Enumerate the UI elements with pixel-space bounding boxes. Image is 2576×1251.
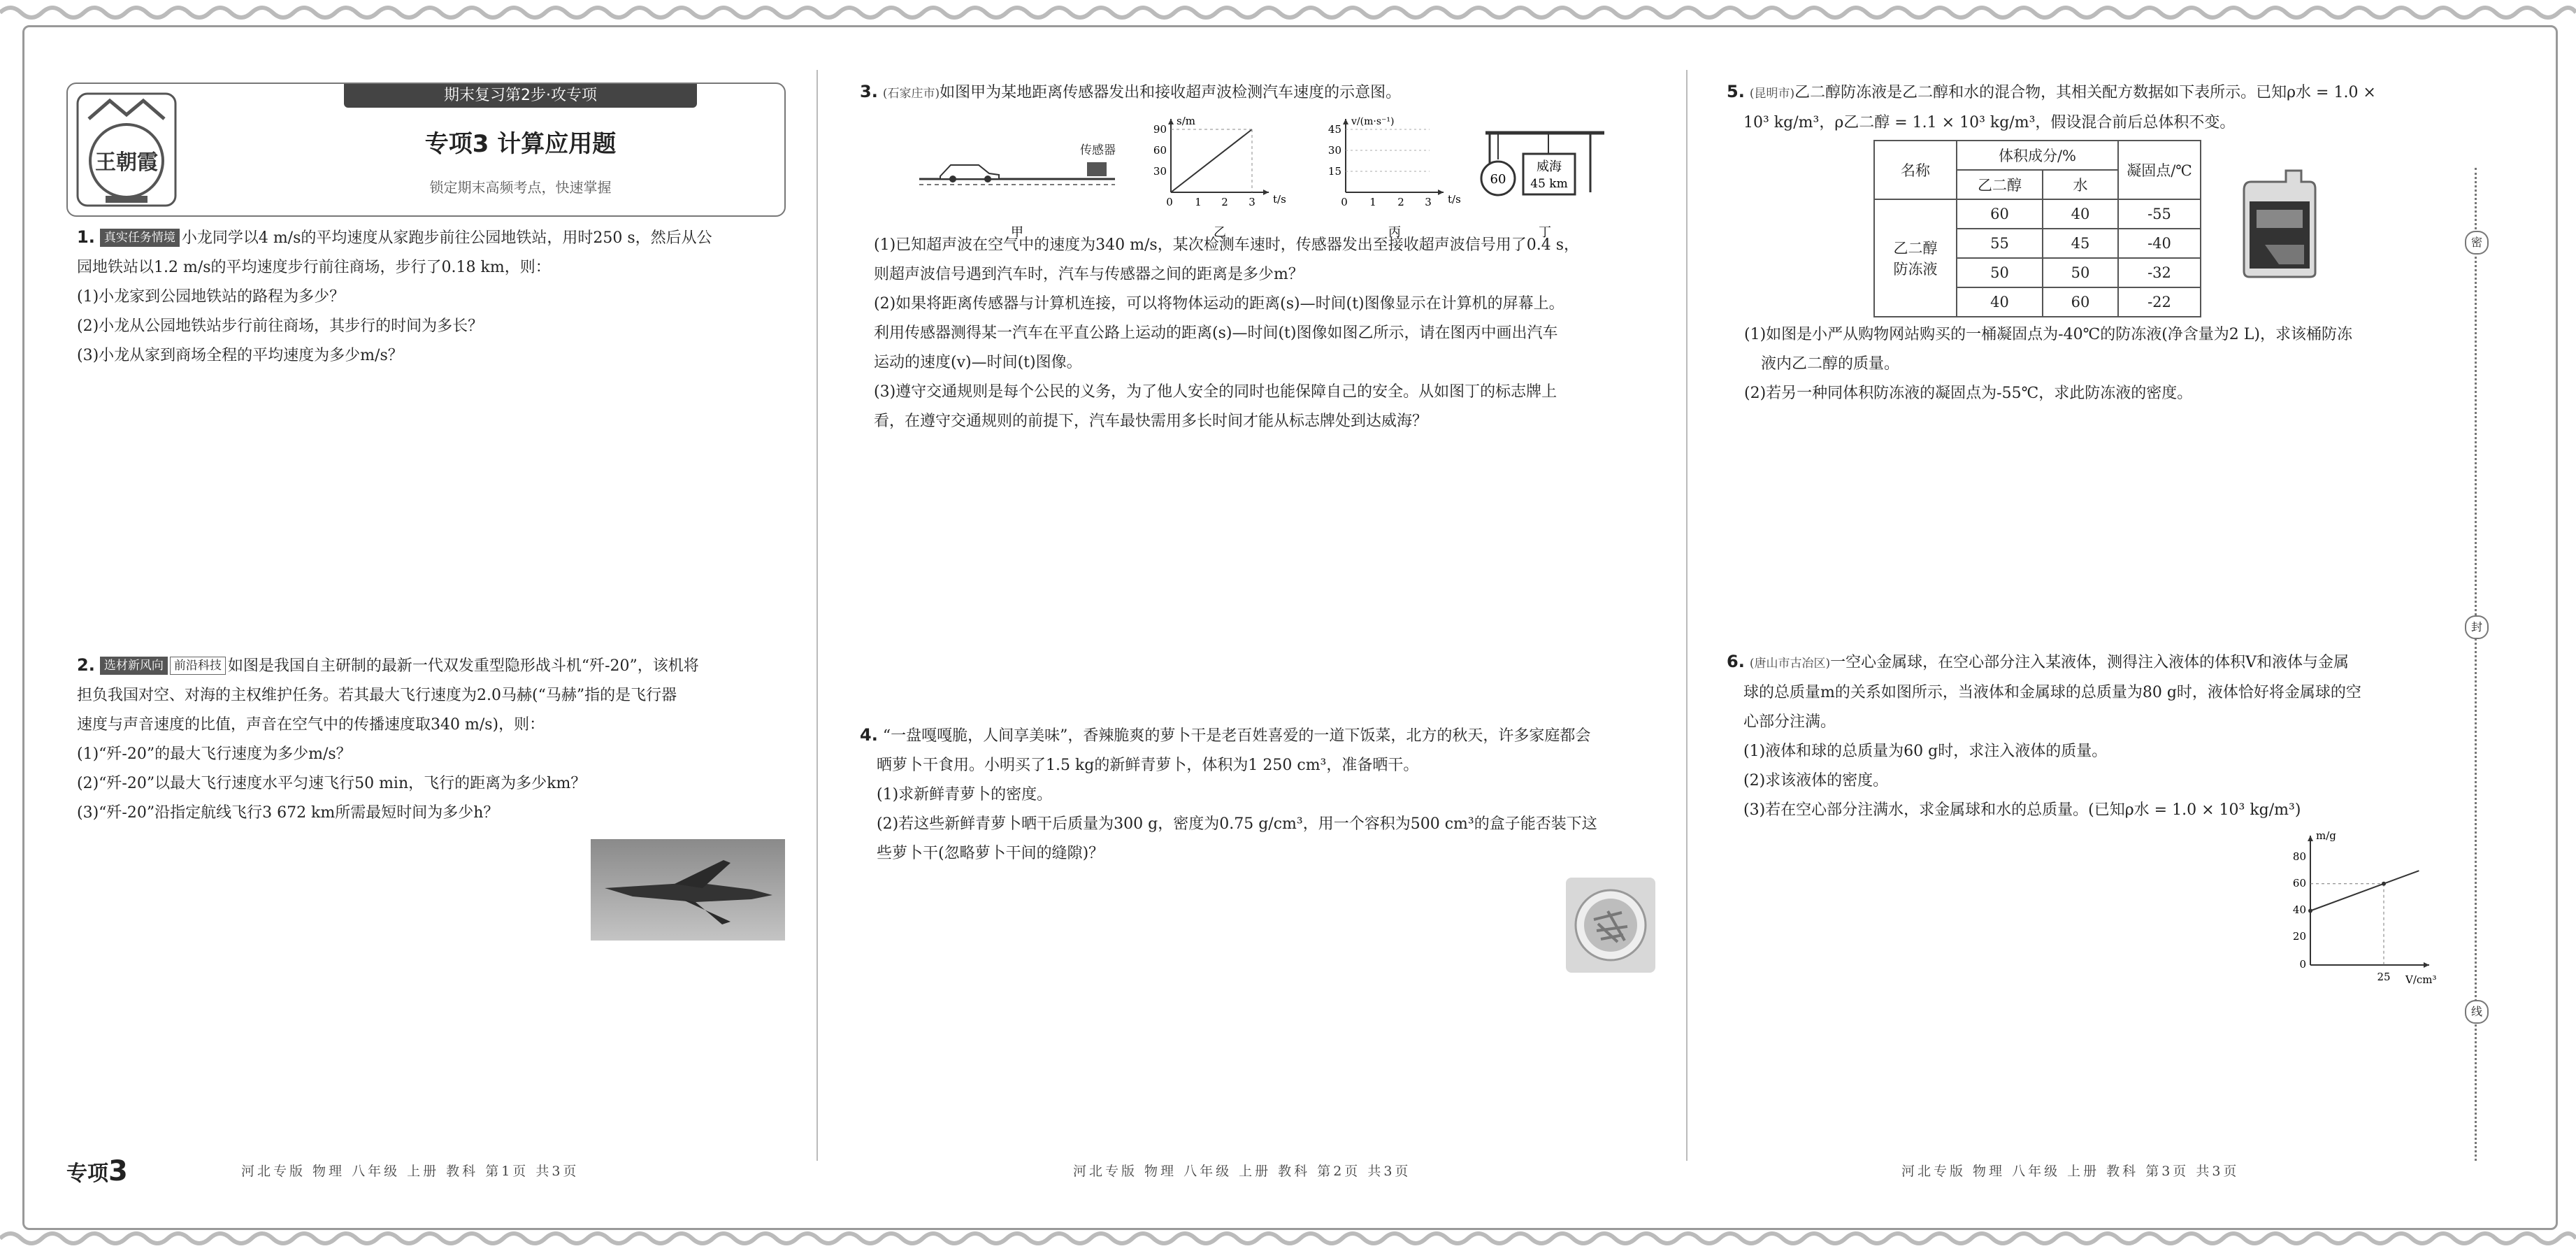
question-5-intro — [1727, 77, 2447, 108]
question-2-part-1: (1)“歼-20”的最大飞行速度为多少m/s？ — [77, 745, 352, 763]
question-6-text-2: 球的总质量m的关系如图所示，当液体和金属球的总质量为80 g时，液体恰好将金属球的空 — [1743, 684, 2361, 701]
bing-ylabel: v/(m·s⁻¹) — [1351, 116, 1395, 127]
table-cell: -32 — [2118, 258, 2201, 287]
question-1 — [77, 222, 797, 371]
table-cell: -22 — [2118, 287, 2201, 317]
yi-ylabel: s/m — [1177, 115, 1195, 127]
footer-tag-number: 3 — [108, 1155, 128, 1187]
question-1-text-2: 园地铁站以1.2 m/s的平均速度步行前往商场，步行了0.18 km，则： — [77, 259, 551, 276]
page-subtitle: 锁定期末高频考点，快速掌握 — [429, 179, 612, 196]
chart-ytick-40: 40 — [2292, 903, 2306, 916]
question-3-text-5: 运动的速度(v)—时间(t)图像。 — [874, 354, 1082, 371]
question-3-text-3: (2)如果将距离传感器与计算机连接，可以将物体运动的距离(s)—时间(t)图像显示在计算机的屏幕上。 — [874, 295, 1564, 313]
question-3-text-4: 利用传感器测得某一汽车在平直公路上运动的距离(s)—时间(t)图像如图乙所示，请在图丙中画出汽车 — [874, 324, 1558, 342]
question-3-text-6: (3)遵守交通规则是每个公民的义务，为了他人安全的同时也能保障自己的安全。从如图丁的标志牌上 — [874, 383, 1557, 401]
question-3 — [860, 77, 1678, 108]
question-2-text-1: 如图是我国自主研制的最新一代双发重型隐形战斗机“歼-20”，该机将 — [227, 657, 699, 675]
question-4-part-2: (2)若这些新鲜青萝卜晒干后质量为300 g，密度为0.75 g/cm³，用一个容积为500 cm³的盒子能否装下这 — [877, 815, 1597, 833]
table-row-name — [1874, 199, 1957, 317]
question-2-line-1 — [77, 650, 797, 681]
footer-page-1: 河北专版 物理 八年级 上册 教科 第1页 共3页 — [241, 1164, 580, 1179]
question-5 — [1727, 77, 2447, 138]
figure-jia-road — [919, 143, 1116, 238]
question-2-text-2: 担负我国对空、对海的主权维护任务。若其最大飞行速度为2.0马赫(“马赫”指的是飞行器 — [77, 687, 677, 704]
question-5-part-1: (1)如图是小严从购物网站购买的一桶凝固点为-40℃的防冻液(净含量为2 L)，求该桶防冻 — [1744, 326, 2352, 343]
question-3-text-2: 则超声波信号遇到汽车时，汽车与传感器之间的距离是多少m？ — [874, 266, 1304, 283]
figure-bing-v-t-graph — [1328, 116, 1461, 238]
chart-point — [2382, 882, 2386, 886]
table-cell: 40 — [1957, 287, 2043, 317]
table-cell: 60 — [1957, 199, 2043, 229]
question-3-intro-text: 如图甲为某地距离传感器发出和接收超声波检测汽车速度的示意图。 — [940, 84, 1402, 101]
table-cell: 50 — [2043, 258, 2118, 287]
table-cell: -40 — [2118, 229, 2201, 258]
yi-ytick-90: 90 — [1153, 123, 1167, 136]
chart-ytick-60: 60 — [2292, 877, 2306, 889]
figure-label-ding: 丁 — [1539, 225, 1551, 238]
bing-ytick-30: 30 — [1327, 144, 1341, 157]
question-1-line-1 — [77, 222, 797, 253]
sign-distance: 45 km — [1530, 177, 1568, 191]
chart-point — [2308, 909, 2312, 913]
footer-page-3: 河北专版 物理 八年级 上册 教科 第3页 共3页 — [1901, 1164, 2240, 1179]
table-header-name: 名称 — [1874, 141, 1957, 199]
question-3-parts — [874, 231, 1678, 436]
dried-radish-image — [1566, 878, 1655, 973]
antifreeze-bottle-image — [2237, 161, 2321, 280]
bing-xtick-0: 0 — [1341, 196, 1348, 208]
question-5-intro-2: 10³ kg/m³，ρ乙二醇 = 1.1 × 10³ kg/m³，假设混合前后总体积不变。 — [1743, 114, 2236, 131]
yi-xtick-3: 3 — [1249, 196, 1255, 208]
chart-ylabel: m/g — [2316, 829, 2336, 842]
question-6-part-3: (3)若在空心部分注满水，求金属球和水的总质量。(已知ρ水 = 1.0 × 10³ kg/m³) — [1743, 801, 2301, 819]
bing-ytick-45: 45 — [1327, 123, 1341, 136]
figure-label-yi: 乙 — [1214, 225, 1226, 238]
table-cell: 60 — [2043, 287, 2118, 317]
question-6-number: 6. — [1727, 652, 1745, 671]
table-header-volume: 体积成分/% — [1957, 141, 2118, 170]
chart-xtick-25: 25 — [2377, 971, 2391, 983]
question-2-part-2: (2)“歼-20”以最大飞行速度水平匀速飞行50 min，飞行的距离为多少km？ — [77, 775, 587, 792]
figure-label-jia: 甲 — [1011, 225, 1023, 238]
question-1-part-3: (3)小龙从家到商场全程的平均速度为多少m/s？ — [77, 347, 403, 364]
figure-yi-s-t-graph — [1153, 115, 1286, 238]
question-5-parts — [1744, 320, 2450, 408]
question-1-text-1: 小龙同学以4 m/s的平均速度从家跑步前往公园地铁站，用时250 s，然后从公 — [181, 229, 712, 247]
question-3-number: 3. — [860, 82, 878, 101]
decorative-border-top — [0, 0, 2576, 25]
chart-ytick-0: 0 — [2299, 958, 2306, 971]
question-4-text-2: 晒萝卜干食用。小明买了1.5 kg的新鲜青萝卜，体积为1 250 cm³，准备晒干。 — [877, 757, 1419, 774]
question-6-line-1 — [1727, 647, 2447, 678]
question-3-source: (石家庄市) — [882, 87, 940, 101]
question-5-part-1-cont: 液内乙二醇的质量。 — [1761, 355, 1900, 373]
question-2-text-3: 速度与声音速度的比值，声音在空气中的传播速度取340 m/s)，则： — [77, 716, 545, 734]
chart-ytick-20: 20 — [2292, 930, 2306, 943]
publisher-logo — [75, 91, 178, 208]
footer-tag-prefix: 专项 — [66, 1161, 108, 1186]
table-name-line-1: 乙二醇 — [1893, 240, 1938, 257]
bing-ytick-15: 15 — [1327, 165, 1341, 178]
bing-xtick-3: 3 — [1425, 196, 1432, 208]
question-2-part-3: (3)“歼-20”沿指定航线飞行3 672 km所需最短时间为多少h？ — [77, 804, 499, 822]
bing-xlabel: t/s — [1448, 193, 1461, 206]
stage-banner: 期末复习第2步·攻专项 — [344, 84, 697, 108]
table-header-water: 水 — [2043, 170, 2118, 199]
question-6-text-1: 一空心金属球，在空心部分注入某液体，测得注入液体的体积V和液体与金属 — [1830, 654, 2349, 671]
binding-mark-2: 封 — [2465, 615, 2489, 639]
question-4-text-1: “一盘嘎嘎脆，人间享美味”，香辣脆爽的萝卜干是老百姓喜爱的一道下饭菜，北方的秋天，许多家庭都会 — [882, 727, 1591, 745]
table-cell: 55 — [1957, 229, 2043, 258]
speed-limit-sign: 60 — [1490, 172, 1506, 187]
question-3-text-1: (1)已知超声波在空气中的速度为340 m/s，某次检测车速时，传感器发出至接收超声波信号用了0.4 s， — [874, 236, 1579, 254]
question-5-source: (昆明市) — [1749, 87, 1795, 101]
fighter-jet-image — [591, 839, 785, 941]
section-header — [66, 83, 786, 217]
table-cell: 40 — [2043, 199, 2118, 229]
figure-label-bing: 丙 — [1388, 225, 1401, 238]
binding-mark-1: 密 — [2465, 231, 2489, 255]
question-6 — [1727, 647, 2447, 825]
column-divider-1 — [816, 70, 818, 1161]
question-6-source: (唐山市古冶区) — [1749, 657, 1831, 671]
mass-volume-chart — [2275, 825, 2450, 993]
question-4-part-3: 些萝卜干(忽略萝卜干间的缝隙)？ — [877, 845, 1104, 862]
binding-mark-3: 线 — [2465, 1000, 2489, 1024]
yi-ytick-60: 60 — [1153, 144, 1167, 157]
question-1-part-2: (2)小龙从公园地铁站步行前往商场，其步行的时间为多长？ — [77, 317, 484, 335]
table-header-freeze: 凝固点/℃ — [2118, 141, 2201, 199]
question-4 — [860, 720, 1678, 868]
table-name-line-2: 防冻液 — [1893, 261, 1938, 278]
question-1-tag: 真实任务情境 — [100, 229, 180, 247]
question-6-text-3: 心部分注满。 — [1743, 713, 1836, 731]
footer-page-2: 河北专版 物理 八年级 上册 教科 第2页 共3页 — [1073, 1164, 1411, 1179]
chart-xlabel: V/cm³ — [2405, 973, 2437, 986]
question-2-number: 2. — [77, 655, 95, 675]
yi-ytick-30: 30 — [1153, 165, 1167, 178]
question-4-line-1 — [860, 720, 1678, 751]
chart-series-line — [2310, 871, 2419, 910]
antifreeze-table — [1873, 140, 2201, 317]
footer-section-tag — [66, 1155, 128, 1187]
sensor-label: 传感器 — [1080, 143, 1116, 157]
yi-xtick-2: 2 — [1221, 196, 1228, 208]
bing-xtick-2: 2 — [1397, 196, 1404, 208]
yi-xtick-1: 1 — [1195, 196, 1202, 208]
question-5-part-2: (2)若另一种同体积防冻液的凝固点为-55℃，求此防冻液的密度。 — [1744, 385, 2193, 402]
svg-text:王朝霞: 王朝霞 — [95, 150, 158, 175]
question-1-part-1: (1)小龙家到公园地铁站的路程为多少？ — [77, 288, 345, 306]
question-3-intro — [860, 77, 1678, 108]
chart-ytick-80: 80 — [2292, 850, 2306, 863]
column-divider-2 — [1686, 70, 1688, 1161]
question-6-part-1: (1)液体和球的总质量为60 g时，求注入液体的质量。 — [1743, 743, 2108, 760]
table-cell: 50 — [1957, 258, 2043, 287]
figure-ding-road-sign — [1481, 133, 1604, 238]
question-1-number: 1. — [77, 227, 95, 247]
table-cell: -55 — [2118, 199, 2201, 229]
question-5-number: 5. — [1727, 82, 1745, 101]
table-cell: 45 — [2043, 229, 2118, 258]
question-3-text-7: 看，在遵守交通规则的前提下，汽车最快需用多长时间才能从标志牌处到达威海？ — [874, 413, 1428, 430]
page-title: 专项3 计算应用题 — [424, 130, 617, 158]
question-4-part-1: (1)求新鲜青萝卜的密度。 — [877, 786, 1053, 803]
question-4-number: 4. — [860, 725, 878, 745]
question-5-intro-1: 乙二醇防冻液是乙二醇和水的混合物，其相关配方数据如下表所示。已知ρ水 = 1.0 × — [1794, 84, 2376, 101]
question-2 — [77, 650, 797, 828]
yi-xlabel: t/s — [1273, 193, 1286, 206]
question-3-figures — [912, 112, 1611, 238]
bing-xtick-1: 1 — [1369, 196, 1376, 208]
yi-xtick-0: 0 — [1166, 196, 1173, 208]
question-2-tag-2: 前沿科技 — [170, 657, 226, 675]
table-header-glycol: 乙二醇 — [1957, 170, 2043, 199]
question-2-tag-1: 选材新风向 — [100, 657, 168, 675]
question-6-part-2: (2)求该液体的密度。 — [1743, 772, 1889, 789]
sign-place: 威海 — [1537, 159, 1562, 174]
